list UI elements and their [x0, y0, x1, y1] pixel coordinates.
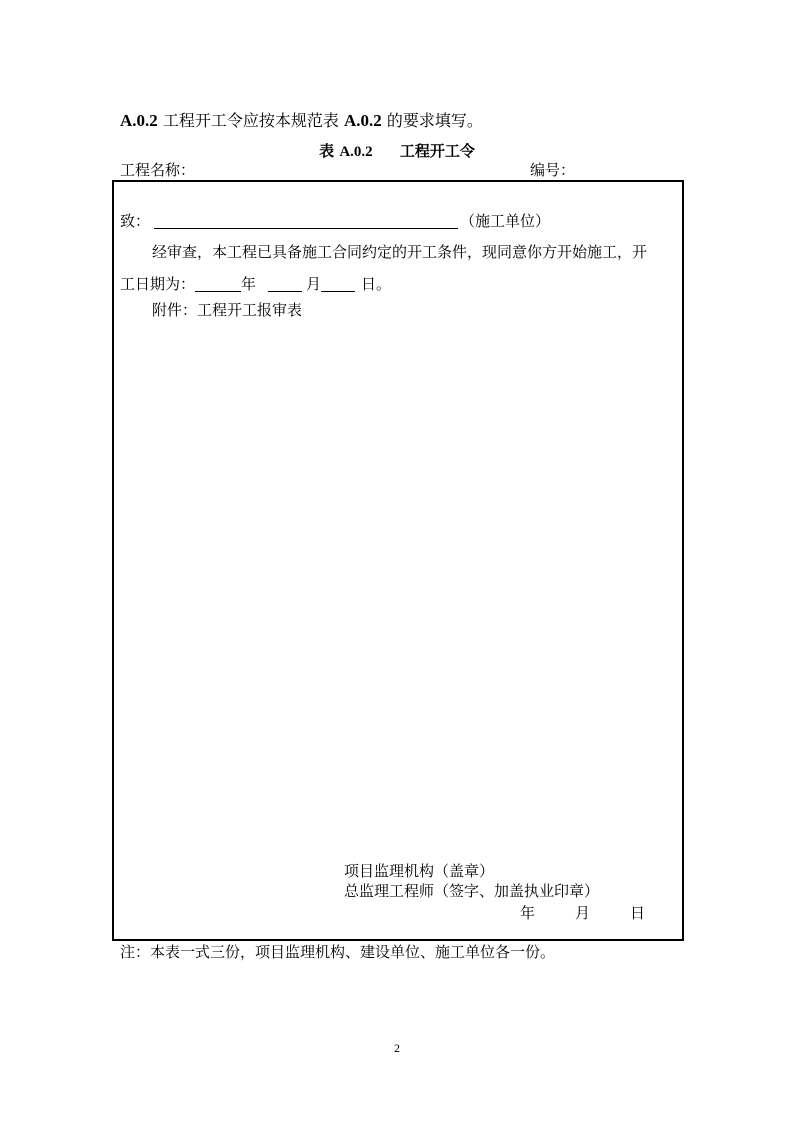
- form-frame: [112, 180, 684, 941]
- to-label: 致：: [120, 212, 151, 230]
- table-title-name: 工程开工令: [399, 142, 475, 160]
- supervision-org-seal: 项目监理机构（盖章）: [344, 862, 495, 880]
- attachment-line: 附件：工程开工报审表: [152, 301, 303, 319]
- table-title-number: A.0.2: [339, 144, 373, 160]
- addressee-suffix: （施工单位）: [460, 212, 551, 230]
- body-line-1: 经审查，本工程已具备施工合同约定的开工条件，现同意你方开始施工，开: [152, 243, 648, 261]
- page-number: 2: [394, 1041, 400, 1055]
- section-heading: [120, 108, 483, 131]
- footnote: 注：本表一式三份，项目监理机构、建设单位、施工单位各一份。: [120, 943, 556, 961]
- table-title: [0, 140, 794, 161]
- start-date-label: 工日期为：: [120, 275, 196, 293]
- section-ref: A.0.2: [343, 111, 382, 130]
- year-label: 年: [241, 275, 257, 293]
- table-title-prefix: 表: [319, 142, 335, 160]
- chief-engineer-signature: 总监理工程师（签字、加盖执业印章）: [344, 882, 600, 900]
- day-label: 日。: [361, 275, 392, 293]
- sign-date-year: 年: [520, 904, 536, 922]
- addressee-line: [120, 210, 550, 231]
- sign-date-month: 月: [575, 904, 591, 922]
- start-day-field[interactable]: [321, 275, 355, 292]
- start-year-field[interactable]: [195, 275, 241, 292]
- section-text-before: 工程开工令应按本规范表: [162, 111, 339, 130]
- section-text-after: 的要求填写。: [386, 111, 483, 130]
- project-name-label: 工程名称：: [120, 161, 196, 179]
- sign-date-day: 日: [630, 904, 646, 922]
- start-date-line: [120, 273, 391, 294]
- number-label: 编号：: [530, 161, 576, 179]
- month-label: 月: [306, 275, 322, 293]
- sign-date: [520, 902, 645, 923]
- section-code: A.0.2: [120, 111, 158, 130]
- addressee-field[interactable]: [154, 211, 458, 229]
- start-month-field[interactable]: [268, 275, 302, 292]
